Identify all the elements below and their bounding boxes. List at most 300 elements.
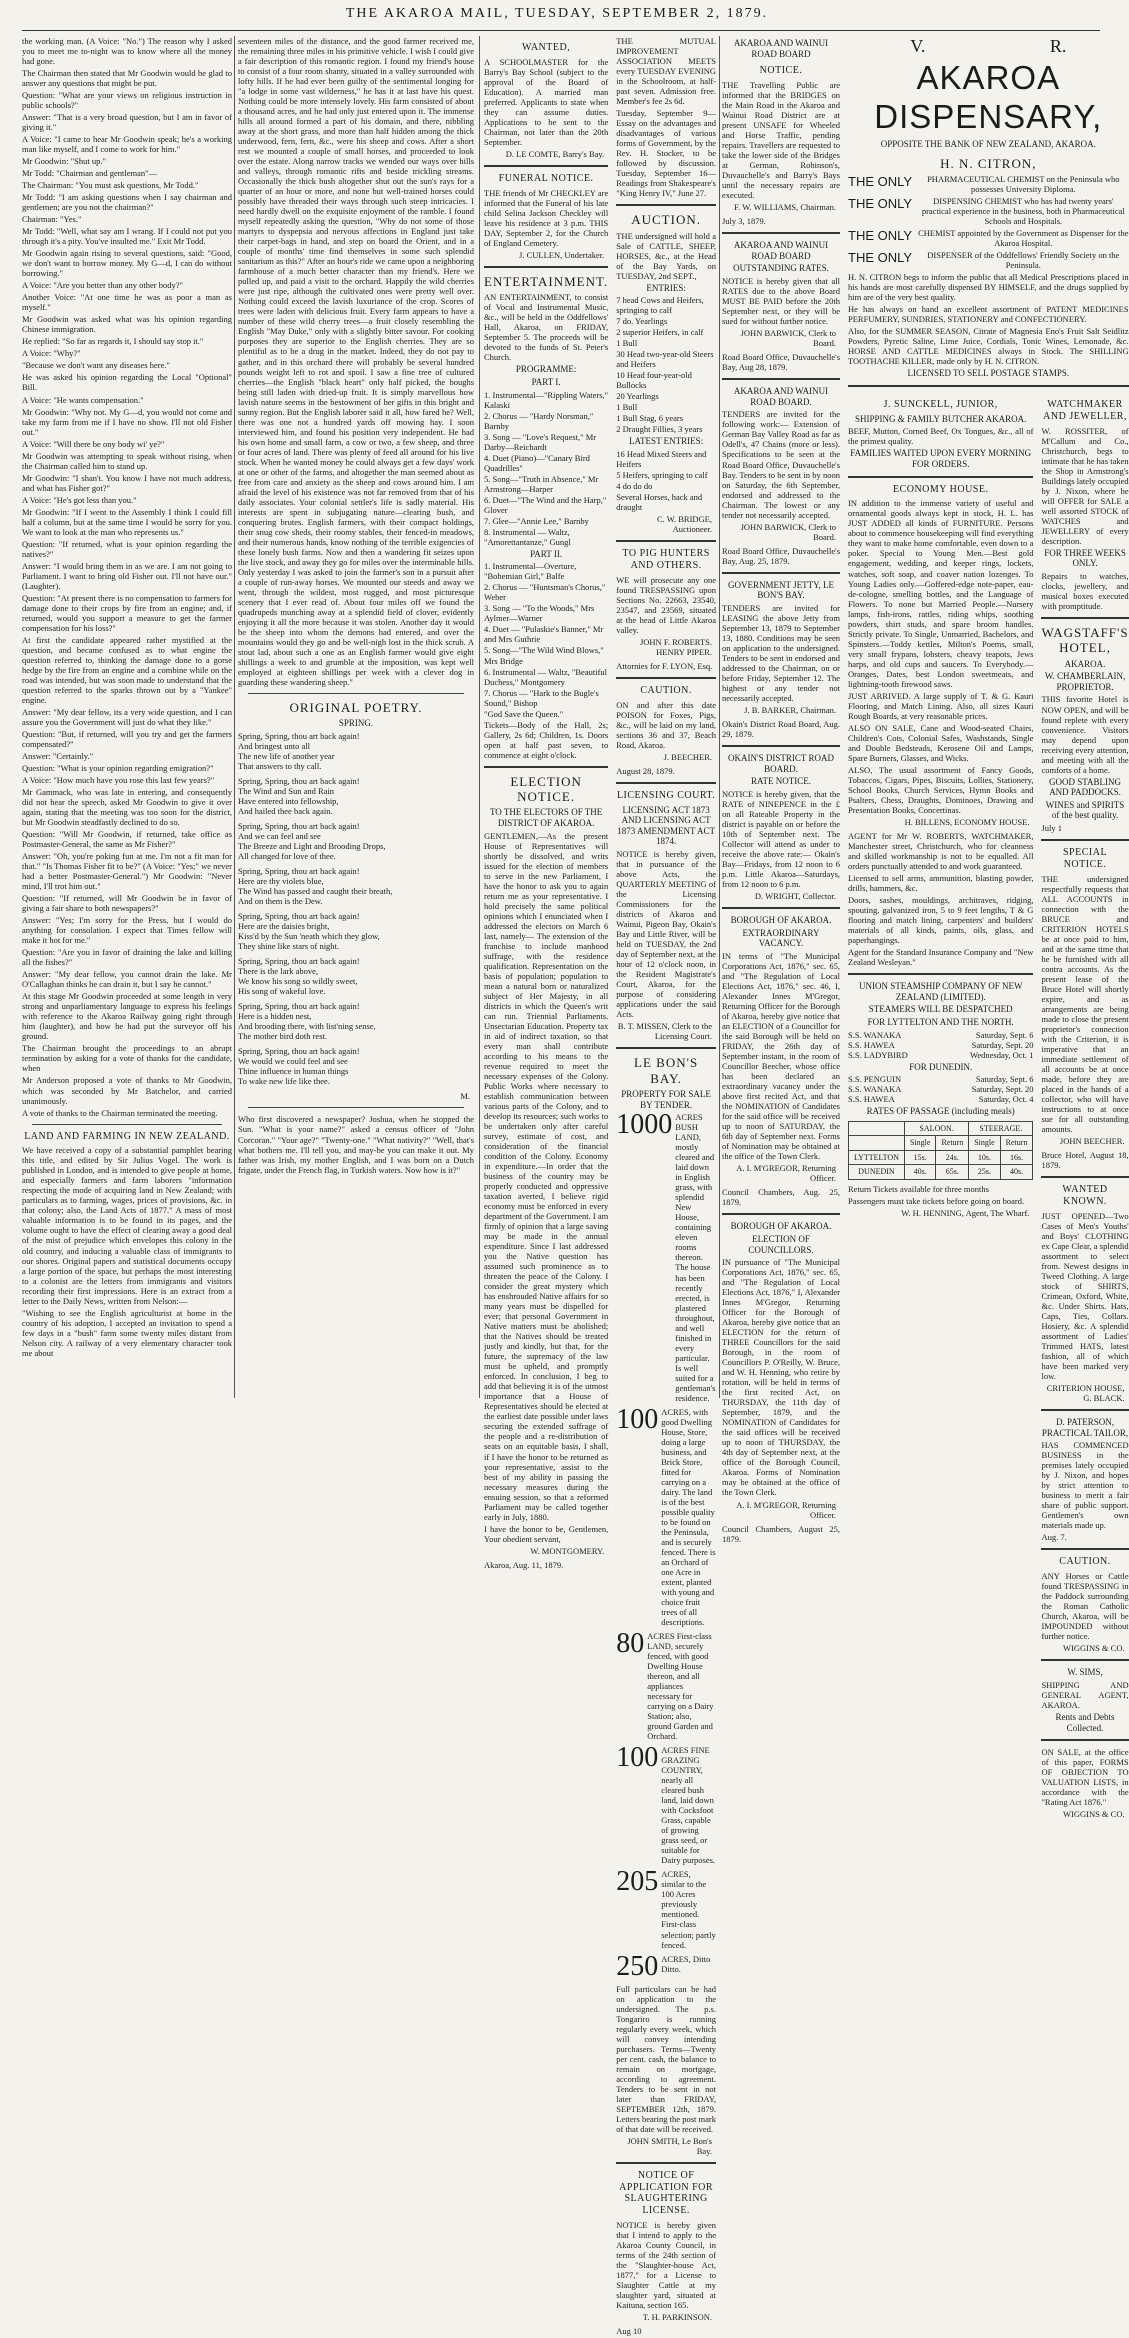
paragraph: "Because we don't want any diseases here." bbox=[22, 360, 170, 371]
sailing-row bbox=[848, 1074, 1033, 1084]
paragraph: Question: "What are your views on religious instruction in public schools?" bbox=[22, 90, 232, 111]
poem-line: We would we could feel and see bbox=[238, 1056, 348, 1067]
paragraph: the working man. (A Voice: "No.") The reason why I asked you to meet me to-night was to know where all the money had gone. bbox=[22, 36, 232, 67]
entry-item: 4 do do do bbox=[616, 481, 653, 492]
le-bons-bay-heading: LE BON'S BAY. bbox=[634, 1055, 699, 1086]
rates-cell: 65s. bbox=[936, 1165, 969, 1179]
dunedin-heading: FOR DUNEDIN. bbox=[909, 1061, 973, 1072]
rates-cell: LYTTELTON bbox=[849, 1150, 905, 1164]
property-lot bbox=[616, 1628, 716, 1742]
entry-item: 20 Yearlings bbox=[616, 391, 659, 402]
column-4 bbox=[722, 36, 1129, 1820]
paragraph: The Chairman then stated that Mr Goodwin would be glad to answer any questions that might be put. bbox=[22, 68, 232, 89]
only-label: THE ONLY bbox=[848, 174, 913, 190]
rates-cell: 40s. bbox=[904, 1165, 935, 1179]
road-board-signature: F. W. WILLIAMS, Chairman. bbox=[734, 202, 836, 213]
poem-line: The Wind has passed and caught their breath, bbox=[238, 886, 393, 897]
poem-line: Here are thy violets blue, bbox=[238, 876, 324, 887]
rates-subheader-cell: Single bbox=[969, 1136, 1000, 1150]
divider bbox=[616, 782, 716, 784]
programme-part-2: PART II. bbox=[530, 548, 563, 559]
royal-cipher bbox=[848, 36, 1129, 57]
paragraph: A Voice: "He wants compensation." bbox=[22, 394, 144, 405]
paragraph: A Voice: "I came to hear Mr Goodwin speak; he's a working man like myself, and I come to work for him." bbox=[22, 134, 232, 155]
masthead: THE AKAROA MAIL, TUESDAY, SEPTEMBER 2, 1879. bbox=[345, 6, 769, 21]
rates-header-row bbox=[849, 1121, 1033, 1135]
rates-subheader-cell bbox=[849, 1136, 905, 1150]
property-lot bbox=[616, 1403, 716, 1628]
okain-heading: OKAIN'S DISTRICT ROAD BOARD. bbox=[728, 753, 834, 774]
only-text: PHARMACEUTICAL CHEMIST on the Peninsula who possesses University Diploma. bbox=[927, 174, 1120, 195]
rates-subheading: OUTSTANDING RATES. bbox=[733, 263, 829, 274]
paragraph: Another Voice: "At one time he was as poor a man as myself." bbox=[22, 292, 232, 313]
poem-line: His song of wakeful love. bbox=[238, 986, 326, 997]
caution-body: ON and after this date POISON for Foxes, Pigs, &c., will be laid on my land, sections 36 and 37, Beach Road, Akaroa. bbox=[616, 699, 716, 750]
meeting-report bbox=[22, 36, 232, 1118]
farm-letter-article bbox=[238, 36, 474, 687]
poem-signature: M. bbox=[460, 1091, 470, 1102]
lyttelton-sailings bbox=[848, 1030, 1033, 1060]
land-farming-article bbox=[22, 1145, 232, 1357]
jetty-date: Okain's District Road Board, Aug. 29, 1879. bbox=[722, 719, 840, 740]
divider bbox=[1041, 839, 1128, 841]
poem-stanza bbox=[238, 911, 474, 951]
divider bbox=[848, 385, 1129, 387]
only-claim bbox=[848, 196, 1129, 226]
rates-caption: RATES OF PASSAGE (including meals) bbox=[866, 1106, 1015, 1117]
divider bbox=[484, 266, 608, 268]
entry-item: 10 Head four-year-old Bullocks bbox=[616, 370, 692, 391]
paragraph: "Wishing to see the English agriculturist at home in the country of his adoption, I accepted an invitation to spend a few days in a "bush" farm some twenty miles distant from Nelson city. A railway of a very elementary character took me about bbox=[22, 1307, 232, 1358]
forms-signature: WIGGINS & CO. bbox=[1062, 1809, 1125, 1820]
jetty-body: TENDERS are invited for LEASING the above Jetty from September 13, 1879 to September 13, 1880. Conditions may be seen on application to the undersigned. Tenders to be sent in endorsed and addressed to the Chairman, on or before Friday, September 12. The highest or any tender not necessarily accepted. bbox=[722, 602, 840, 704]
tailor-heading: D. PATERSON, PRACTICAL TAILOR, bbox=[1041, 1417, 1129, 1438]
auction-body: THE undersigned will hold a Sale of CATTLE, SHEEP, HORSES, &c., at the Head of the Bay Yards, on TUESDAY, 2nd SEPT., bbox=[616, 230, 716, 281]
wanted-body: A SCHOOLMASTER for the Barry's Bay School (subject to the approval of the Board of Education). A married man preferred. Applicants to state when they can assume duties. Applications to be sent to the Chairman, not later than the 20th September. bbox=[484, 56, 609, 147]
also-assortment: ALSO, The usual assortment of Fancy Goods, Tobaccos, Cigars, Pipes, Biscuits, Lollies, Stationery, School Books, Church Services, Hymn Books and Psalters, Chess, Draughts, Dominoes, Drawing and Presentation Books, Concertinas. bbox=[848, 764, 1034, 815]
paragraph: Mr Goodwin: "Shut up." bbox=[22, 156, 106, 167]
hotel-proprietor: W. CHAMBERLAIN, PROPRIETOR. bbox=[1044, 671, 1126, 692]
programme-item: 1. Instrumental—"Rippling Waters," Kalaski bbox=[484, 389, 609, 410]
jetty-signature: J. B. BARKER, Chairman. bbox=[744, 705, 836, 716]
property-lot bbox=[616, 1950, 716, 1982]
lot-acreage: 1000 bbox=[616, 1109, 673, 1141]
licensing-signature: B. T. MISSEN, Clerk to the Licensing Court. bbox=[617, 1021, 712, 1042]
cipher-r: R. bbox=[1049, 36, 1067, 56]
caution-2-body: ANY Horses or Cattle found TRESPASSING in the Paddock surrounding the Roman Catholic Church, Akaroa, will be IMPOUNDED without further notice. bbox=[1041, 1571, 1129, 1642]
lot-description: ACRES, with good Dwelling House, Store, doing a large business, and Brick Store, fitted for carrying on a dairy. The land is of the best possible quality to be found on the Peninsula, and is securely fenced. There is an Orchard of one Acre in extent, planted with young and choice fruit trees of all descriptions. bbox=[661, 1406, 716, 1628]
sailing-row bbox=[848, 1040, 1033, 1050]
divider bbox=[848, 476, 1033, 478]
divider bbox=[616, 677, 716, 679]
poem-line: Kiss'd by the Sun 'neath which they glow, bbox=[238, 931, 380, 942]
poem-line: Here is a hidden nest, bbox=[238, 1011, 312, 1022]
poem-line: The mother bird doth rest. bbox=[238, 1031, 327, 1042]
chemist-name: H. N. CITRON, bbox=[940, 155, 1037, 171]
poem-line: And brooding there, with list'ning sense, bbox=[238, 1021, 376, 1032]
poem-stanza bbox=[238, 776, 474, 816]
arms-license: Licensed to sell arms, ammunition, blasting powder, drills, hammers, &c. bbox=[848, 872, 1034, 893]
road-board-date: July 3, 1879. bbox=[722, 216, 766, 227]
special-notice-heading: SPECIAL NOTICE. bbox=[1063, 847, 1108, 870]
rates-subheader-cell: Return bbox=[936, 1136, 969, 1150]
poem-line: The Breeze and Light and Brooding Drops, bbox=[238, 841, 386, 852]
okain-signature: D. WRIGHT, Collector. bbox=[754, 891, 836, 902]
wanted-known-heading: WANTED KNOWN. bbox=[1062, 1184, 1108, 1207]
sailing-date: Saturday, Sept. 6 bbox=[975, 1029, 1034, 1040]
paragraph: Mr Todd: "Chairman and gentleman"— bbox=[22, 168, 158, 179]
lot-description: ACRES FINE GRAZING COUNTRY, nearly all cleared bush land, laid down with Cocksfoot Grass, capable of growing grass seed, or suitable for Dairy purposes. bbox=[661, 1745, 716, 1866]
paragraph: A Voice: "Are you better than any other body?" bbox=[22, 280, 184, 291]
divider bbox=[722, 378, 840, 380]
paragraph: We have received a copy of a substantial pamphlet bearing this title, and edited by Sir Julius Vogel. The work is published in London, and is intended to give people at home, and especially farmers and farm laborers "information respecting the mode of acquiring land in New Zealand; with particulars as to farming, wages, prices of provisions, &c. in that colony; also, the Land Acts of 1877." A mass of most valuable information is to be found in its pages, and the volume ought to have the effect of clearing away a good deal of the mist of prejudice which envelopes this colony in the old country, and inducing a valuable class of immigrants to our shores. Original papers and statistical documents occupy a large portion of the space, but perhaps the most interesting to a colonist are the letters from immigrants and visitors recording their first impressions. Here is an extract from a letter to the Daily News, written from Nelson:— bbox=[22, 1145, 232, 1306]
entry-item: 7 head Cows and Heifers, springing to calf bbox=[616, 295, 704, 316]
tailor-body: HAS COMMENCED BUSINESS in the premises lately occupied by J. Nixon, and hopes by strict attention to business to merit a fair share of public support. Gentlemen's own materials made up. bbox=[1041, 1440, 1129, 1531]
hotel-heading: WAGSTAFF'S HOTEL, bbox=[1041, 625, 1129, 656]
only-claim bbox=[848, 250, 1129, 270]
sailing-date: Saturday, Oct. 4 bbox=[978, 1094, 1034, 1105]
caution-signature: J. BEECHER. bbox=[663, 751, 712, 762]
poem-title: SPRING. bbox=[338, 718, 374, 729]
pig-hunters-signature: JOHN F. ROBERTS. HENRY PIPER. bbox=[639, 636, 712, 657]
hotel-body: THIS favorite Hotel is NOW OPEN, and will be found replete with every convenience. Visitors may depend upon receiving every attention, and meeting with all the comforts of a home. bbox=[1041, 694, 1129, 775]
ship-name: S.S. HAWEA bbox=[848, 1039, 895, 1050]
building-materials: Doors, sashes, mouldings, architraves, ridging, spouting, galvanized iron, 5 to 9 feet lengths, T & G flooring and match lining, carpenters' and builders' materials of all kinds, paints, oils, glass, and paperhangings. bbox=[848, 894, 1034, 946]
column-3a bbox=[484, 36, 608, 2338]
property-lots bbox=[616, 1109, 716, 1982]
poem-line: Spring, Spring, thou art back again! bbox=[238, 821, 360, 832]
paragraph: He replied: "So far as regards it, I should say stop it." bbox=[22, 336, 204, 347]
poem-line: Spring, Spring, thou art back again! bbox=[238, 911, 360, 922]
election-date: Akaroa, Aug. 11, 1879. bbox=[484, 1559, 564, 1570]
licensing-body: NOTICE is hereby given, that in pursuance of the above Acts, the QUARTERLY MEETING of the Licensing Commissioners for the districts of Akaroa and Wainui, Pigeon Bay, Okain's Bay and Little River, will be held on TUESDAY, the 2nd day of September next, at the hour of 12 o'clock noon, in the Resident Magistrate's Court, Akaroa, for the purpose of considering applications under the said Acts. bbox=[616, 849, 716, 1020]
paragraph: The Chairman brought the proceedings to an abrupt termination by asking for a vote of thanks for the candidate, when bbox=[22, 1043, 232, 1074]
column-1 bbox=[22, 36, 232, 1398]
divider bbox=[1041, 1176, 1128, 1178]
watchmaker-body: W. ROSSITER, of M'Callum and Co., Christchurch, begs to intimate that he has taken the Shop in Armstrong's Buildings lately occupied by J. Nixon, where he will OFFER for SALE a well assorted STOCK of WATCHES and JEWELLERY of every description. bbox=[1041, 425, 1129, 546]
paragraph: Mr Todd: "I am asking questions when I say chairman and gentlemen; are you not the chairman?" bbox=[22, 192, 232, 213]
passage-rates-table bbox=[848, 1121, 1033, 1180]
dunedin-sailings bbox=[848, 1074, 1033, 1104]
forms-notice: ON SALE, at the office of this paper, FORMS OF OBJECTION TO VALUATION LISTS, in accordance with the "Rating Act 1876." bbox=[1041, 1747, 1129, 1808]
paragraph: At this stage Mr Goodwin proceeded at some length in very strong and unparliamentary language to express his feelings with reference to the Akaroa Railway going right through him (laughter), and how he had put the surveyor off his ground. bbox=[22, 991, 232, 1042]
poem-line: And hailed thee back again. bbox=[238, 806, 333, 817]
poem-line: Spring, Spring, thou art back again! bbox=[238, 956, 360, 967]
property-lot bbox=[616, 1742, 716, 1866]
column-rule bbox=[719, 36, 720, 1398]
entry-item: 5 Heifers, springing to calf bbox=[616, 470, 708, 481]
divider bbox=[248, 693, 464, 694]
sailing-row bbox=[848, 1050, 1033, 1060]
entries-heading: ENTRIES: bbox=[646, 282, 686, 293]
rates-cell: 10s. bbox=[969, 1150, 1000, 1164]
rates-heading: AKAROA AND WAINUI ROAD BOARD bbox=[733, 240, 829, 261]
rates-address: Road Board Office, Duvauchelle's Bay, Aug 28, 1879. bbox=[722, 352, 840, 373]
dispensary-para-2: He has always on hand an excellent assortment of PATENT MEDICINES PERFUMERY, SUNDRIES, STATIONERY and CONFECTIONERY. bbox=[848, 304, 1129, 325]
councillors-heading: ELECTION OF COUNCILLORS. bbox=[748, 1233, 814, 1255]
programme-list-2 bbox=[484, 561, 608, 718]
poem-line: The Wind and Sun and Rain bbox=[238, 786, 335, 797]
entry-item: 7 do. Yearlings bbox=[616, 316, 668, 327]
insurance-agent: Agent for the Standard Insurance Company and "New Zealand Wesleyan." bbox=[848, 947, 1034, 968]
lot-acreage: 100 bbox=[616, 1403, 659, 1435]
vacancy-body: IN terms of "The Municipal Corporations Act, 1876," sec. 65, and "The Regulation of Local Elections Act, 1876," sec. 46, I, Alexander Innes M'Gregor, Returning Officer for the Borough of Akaroa, hereby give notice that an ELECTION of a Councillor for the said Borough will be held on FRIDAY, the 26th day of September instant, in the room of Councillor Beecher, whose office has been declared an extraordinary vacancy under the above first recited Act, and that the NOMINATION of Candidates for the said office will be received up to noon of SATURDAY, the 6th day of September next. Forms of Nomination may be obtained at the office of the Town Clerk. bbox=[722, 950, 840, 1162]
paragraph: Answer: "My dear fellow, its a very wide question, and I can assure you the Government will just do what they like." bbox=[22, 706, 232, 727]
poem-stanza bbox=[238, 1001, 474, 1041]
paragraph: Mr Goodwin again rising to several questions, said: "Good, we don't want to borrow money. My G—d, I can do without borrowing." bbox=[22, 248, 232, 279]
paragraph: Mr Goodwin: "I shan't. You know I have not much address, and what has Fisher got?" bbox=[22, 472, 232, 493]
rates-row bbox=[849, 1165, 1033, 1179]
wanted-signature: D. LE COMTE, Barry's Bay. bbox=[505, 148, 605, 159]
vacancy-date: Council Chambers, Aug. 25, 1879. bbox=[722, 1187, 840, 1208]
ship-name: S.S. LADYBIRD bbox=[848, 1049, 908, 1060]
cipher-v: V. bbox=[910, 36, 926, 56]
just-arrived: JUST ARRIVED. A large supply of T. & G. Kauri Flooring, and Match Lining. Also, all sizes Kauri Rough Boards, at very reasonable prices. bbox=[848, 690, 1034, 721]
rates-cell: 16s. bbox=[1000, 1150, 1033, 1164]
paragraph: Mr Goodwin was asked what was his opinion regarding Chinese immigration. bbox=[22, 314, 232, 335]
paragraph: Answer: "Oh, you're poking fun at me. I'm not a fit man for that." "Is Thomas Fisher fit to be?" (A Voice: "Yes;" we never had a better Postmaster-General.") Mr Goodwin: "Never mind, I'll trot him out." bbox=[22, 851, 232, 892]
economy-heading: ECONOMY HOUSE. bbox=[892, 483, 989, 495]
paragraph: Answer: "I would bring them in as we are. I am not going to Parliament. I want to bring old Fisher out. I'll not have our." (Laughter). bbox=[22, 560, 232, 591]
divider bbox=[1041, 1739, 1128, 1741]
vacancy-heading: EXTRAORDINARY VACANCY. bbox=[742, 927, 820, 949]
entry-item: Several Horses, hack and draught bbox=[616, 492, 703, 513]
paragraph: A Voice: "He's got less than you." bbox=[22, 494, 137, 505]
rates-subheader-cell: Single bbox=[904, 1136, 935, 1150]
sims-body: SHIPPING AND GENERAL AGENT, AKAROA. bbox=[1041, 1679, 1129, 1710]
paragraph: He was asked his opinion regarding the Local "Optional" Bill. bbox=[22, 372, 232, 393]
latest-entries-list bbox=[616, 449, 716, 512]
steamship-heading: UNION STEAMSHIP COMPANY OF NEW ZEALAND (LIMITED). bbox=[858, 981, 1023, 1002]
paragraph: Mr Gammack, who was late in entering, and consequently did not hear the speech, asked Mr Goodwin to give it over again, stating that the meeting was too soon for the district, but Mr Goodwin steadfastly declined to do so. bbox=[22, 787, 232, 828]
election-subheading: TO THE ELECTORS OF THE DISTRICT OF AKAROA. bbox=[489, 807, 603, 828]
rates-cell: 40s. bbox=[1000, 1165, 1033, 1179]
programme-item: 5. Song—"Truth in Absence," Mr Armstrong—Harper bbox=[484, 473, 599, 494]
economy-signature: H. BILLENS, ECONOMY HOUSE. bbox=[904, 816, 1030, 827]
paragraph: Mr Todd: "Well, what say am I wrang. If I could not put you through it's a pity. You've insulted me." Exit Mr Todd. bbox=[22, 226, 232, 247]
lyttelton-heading: FOR LYTTELTON AND THE NORTH. bbox=[867, 1016, 1014, 1027]
rates-cell: 25s. bbox=[969, 1165, 1000, 1179]
sailing-row bbox=[848, 1030, 1033, 1040]
divider bbox=[616, 1047, 716, 1049]
entry-item: 1 Bull Stag, 6 years bbox=[616, 413, 684, 424]
paragraph: Question: "But, if returned, will you try and get the farmers compensated?" bbox=[22, 728, 232, 749]
families-notice: FAMILIES WAITED UPON EVERY MORNING FOR ORDERS. bbox=[850, 448, 1032, 469]
ship-name: S.S. WANAKA bbox=[848, 1029, 902, 1040]
councillors-signature: A. I. M'GREGOR, Returning Officer. bbox=[736, 1499, 836, 1520]
sailing-date: Saturday, Sept. 20 bbox=[971, 1084, 1034, 1095]
entry-item: 16 Head Mixed Steers and Heifers bbox=[616, 449, 707, 470]
steamship-subheading: STEAMERS WILL BE DESPATCHED bbox=[868, 1004, 1013, 1015]
poem-line: The new life of another year bbox=[238, 750, 335, 761]
only-label: THE ONLY bbox=[848, 196, 913, 212]
right-block bbox=[848, 36, 1129, 1823]
entry-item: 30 Head two-year-old Steers and Heifers bbox=[616, 349, 714, 370]
programme-item: 5. Song—"The Wild Wind Blows," Mrs Bridge bbox=[484, 645, 604, 666]
only-label: THE ONLY bbox=[848, 250, 913, 266]
tailor-date: Aug. 7. bbox=[1041, 1532, 1067, 1543]
divider bbox=[616, 204, 716, 206]
paragraph: At first the candidate appeared rather mystified at the question, and became confused as to what engine the question referred to, thinking the damage done to a gorse hedge by the fire from an engine and a combine while on the road was intended, but was soon made to understand that the question referred to the sparks thrown out by a "Yankee" engine. bbox=[22, 634, 232, 705]
programme-item: 1. Instrumental—Overture, "Bohemian Girl," Balfe bbox=[484, 561, 577, 582]
paragraph: Mr Anderson proposed a vote of thanks to Mr Goodwin, which was seconded by Mr Batchelor, and carried unanimously. bbox=[22, 1075, 232, 1106]
hotel-date: July 1 bbox=[1041, 823, 1062, 834]
divider bbox=[248, 1107, 464, 1108]
hotel-location: AKAROA. bbox=[1064, 658, 1106, 669]
column-rule bbox=[234, 36, 235, 1398]
watchmaker-heading: WATCHMAKER AND JEWELLER, bbox=[1043, 398, 1127, 422]
programme-item: 2. Chorus — "Huntsman's Chorus," Weber bbox=[484, 582, 606, 603]
rates-header-saloon: SALOON. bbox=[904, 1121, 968, 1135]
paragraph: Question: "Are you in favor of draining the lake and killing all the fishes?" bbox=[22, 947, 232, 968]
poem-line: Spring, Spring, thou art back again! bbox=[238, 776, 360, 787]
also-on-sale: ALSO ON SALE, Cane and Wood-seated Chairs, Children's Cots, Colonial Safes, Washstands, Single and Double Bedsteads, Kerosene Oil and Lamps, Spare Burners, Glasses, and Wicks. bbox=[848, 722, 1034, 763]
column-7 bbox=[848, 393, 1033, 1823]
ship-name: S.S. PENGUIN bbox=[848, 1074, 902, 1085]
funeral-body: THE friends of Mr CHECKLEY are informed that the Funeral of his late child Selina Jackson Checkley will leave his residence at 3 p.m. THIS DAY, September 2, for the Church of England Cemetery. bbox=[484, 187, 609, 248]
programme-item: 6. Instrumental — Waltz, "Beautiful Duchess," Montgomery bbox=[484, 666, 608, 687]
divider bbox=[616, 540, 716, 542]
property-lot bbox=[616, 1109, 716, 1403]
ship-name: S.S. WANAKA bbox=[848, 1084, 902, 1095]
election-heading: ELECTION NOTICE. bbox=[510, 773, 582, 804]
sailing-row bbox=[848, 1084, 1033, 1094]
entry-item: 1 Bull bbox=[616, 402, 638, 413]
auction-signature: C. W. BRIDGE, Auctioneer. bbox=[656, 514, 712, 535]
economy-body: IN addition to the immense variety of useful and ornamental goods always kept in stock, H. L. has JUST ADDED all kinds of FURNITURE. Persons about to commence housekeeping will find everything they want to make home comfortable, even down to a poker. Special to Young Men.—Best gold engagement, wedding, and keeper rings, lockets, watches, soft soap, and coaver nation lozenges. To Young Ladies only.—Goffered-edge note-paper, eau-de-cologne, smelling bottles, and the Language of Flowers. To none but Married People.—Nursery lamps, fish-irons, rattles, riding whips, soothing powders, shirt studs, and spare broom handles. Strictly private. To Single, Unmarried, Bachelors, and Spinsters.—Toddy kettles, Milton's Poems, small, very small frypans, lobsters, cheavy teapots, Jews harps, and old cups and saucers. To Everybody.—Oranges, Dates, best London sweetmeats, and lightning-tooth firewood saws. bbox=[848, 498, 1034, 689]
lot-acreage: 100 bbox=[616, 1742, 659, 1774]
only-claim bbox=[848, 174, 1129, 194]
poem-line: All changed for love of thee. bbox=[238, 851, 336, 862]
only-text: DISPENSER of the Oddfellows' Friendly Society on the Peninsula. bbox=[927, 250, 1120, 271]
poem-line: And we can feel and see bbox=[238, 831, 321, 842]
slaughter-body: NOTICE is hereby given that I intend to apply to the Akaroa County Council, in terms of the 24th section of the "Slaughter-house Act, 1877," for a License to Slaughter Cattle at my slaughter yard, situated at Kaituna, section 165. bbox=[616, 2219, 716, 2311]
steamship-signature: W. H. HENNING, Agent, The Wharf. bbox=[901, 1207, 1030, 1218]
paragraph: Question: "If returned, will Mr Goodwin be in favor of giving a fair share to both newspapers?" bbox=[22, 893, 232, 914]
poem-line: Thine influence in human things bbox=[238, 1066, 349, 1077]
sims-heading: W. SIMS, bbox=[1067, 1667, 1103, 1678]
election-signature: W. MONTGOMERY. bbox=[530, 1545, 605, 1556]
paragraph: Answer: "Certainly." bbox=[22, 751, 94, 762]
programme-list-1 bbox=[484, 390, 608, 547]
divider bbox=[722, 907, 840, 909]
stabling-notice: GOOD STABLING AND PADDOCKS. bbox=[1049, 776, 1122, 798]
paragraph: Question: "What is your opinion regarding emigration?" bbox=[22, 763, 214, 774]
poem-line: And bringest unto all bbox=[238, 740, 311, 751]
election-body: GENTLEMEN,—As the present House of Representatives will shortly be dissolved, and writs issued for the election of members to serve in the new Parliament, I have the honor to ask you to again return me as your representative. I hold precisely the same political opinions which I enunciated when I addressed the electors on March 6 last, namely— The extension of the franchise to include manhood suffrage, with the residence qualification. Representation on the basis of population; population to mean a natural born or naturalized subject of Her Majesty, in all districts in which the Queen's writ can run. Triennial Parliaments. Unsectarian Education. Property tax in aid of indirect taxation, so that every man shall contribute according to his means to the revenue required to meet the necessary expenses of the Colony. Public Works where necessary to establish communication between various parts of the Colony, and to develop its resources; such works to be undertaken only after careful survey, estimate of cost, and consideration of the financial condition of the Colony. Economy in expenditure.—In order that the business of the country may be properly conducted and oppressive taxation averted, I believe rigid economy must be enforced in every department of the Government. I am firmly of opinion that a large saving may be made in the annual expenditure. Since I last addressed you the Native question has assumed such prominence as to threaten the peace of the Colony. I consider the great mystery which has enshrouded Native affairs for so many years must be dispelled for ever; that personal Government in Native matters must be abolished; that the Natives should be treated justly and kindly, but that, for the future, the supremacy of the law must be upheld, and promptly enforced. In conclusion, I beg to add that believing it is of the utmost importance that a House of Representatives should be elected at the earliest date possible under laws securing the extended suffrage of the people and a re-distribution of seats on an equitable basis, I shall, if I have the honor to be returned as your representative, assist to the best of my ability in passing the necessary measures during the ensuing session, so that a reformed Parliament may be called together early in July, 1880. bbox=[484, 830, 609, 1522]
paragraph: Answer: "My dear fellow, you cannot drain the lake. Mr O'Callaghan thinks he can drain it, but I say he cannot." bbox=[22, 969, 232, 990]
only-claims bbox=[848, 174, 1129, 270]
paragraph: Answer: "That is a very broad question, but I am in favor of giving it." bbox=[22, 112, 232, 133]
dispensary-address: OPPOSITE THE BANK OF NEW ZEALAND, AKAROA. bbox=[880, 139, 1096, 150]
programme-item: 2. Chorus — "Hardy Norsman," Barnby bbox=[484, 410, 594, 431]
poem-line: That answers to thy call. bbox=[238, 761, 322, 771]
divider bbox=[722, 572, 840, 574]
paragraph: A Voice: "Why?" bbox=[22, 348, 81, 359]
paragraph: A vote of thanks to the Chairman terminated the meeting. bbox=[22, 1107, 218, 1118]
special-notice-body: THE undersigned respectfully requests that ALL ACCOUNTS in connection with the BRUCE and CRITERION HOTELS be at once paid to him, and at the same time that he be furnished with all contra accounts. As the present lease of the Bruce Hotel will shortly expire, and as arrangements are being made to close the present proprietor's connection with the Criterion, it is imperative that an immediate settlement of all accounts be at once made, before they are placed in the hands of a collector, who will have instructions to at once sue for all outstanding amounts. bbox=[1041, 873, 1129, 1135]
rates-subheader-cell: Return bbox=[1000, 1136, 1033, 1150]
return-tickets: Return Tickets available for three months bbox=[848, 1183, 989, 1194]
rates-header-steerage: STEERAGE. bbox=[969, 1121, 1033, 1135]
special-notice-signature: JOHN BEECHER. bbox=[1059, 1136, 1125, 1147]
divider bbox=[484, 165, 608, 167]
lot-acreage: 80 bbox=[616, 1628, 645, 1660]
watchmaker-agent: AGENT for Mr W. ROBERTS, WATCHMAKER, Manchester street, Christchurch, who for cleanness and skilled workmanship is not to be equalled. All orders punctually attended to and work guaranteed. bbox=[848, 830, 1034, 871]
rates-subheader-row bbox=[849, 1136, 1033, 1150]
paragraph: A Voice: "Will there be ony body wi' ye?" bbox=[22, 438, 165, 449]
entertainment-heading: ENTERTAINMENT. bbox=[484, 273, 609, 289]
poem-line: Spring, Spring, thou art back again! bbox=[238, 1001, 360, 1012]
funeral-heading: FUNERAL NOTICE. bbox=[498, 172, 594, 184]
election-closing: I have the honor to be, Gentlemen, Your obedient servant, bbox=[484, 1523, 609, 1544]
column-8 bbox=[1041, 393, 1128, 1823]
paragraph: Mr Goodwin was attempting to speak without rising, when the Chairman called him to stand up. bbox=[22, 450, 232, 471]
road-board-column bbox=[722, 36, 840, 1823]
latest-entries-heading: LATEST ENTRIES: bbox=[629, 436, 704, 447]
tender-address: Road Board Office, Duvauchelle's Bay, Aug. 25, 1879. bbox=[722, 545, 840, 566]
wanted-known-signature: CRITERION HOUSE, G. BLACK. bbox=[1046, 1382, 1125, 1403]
caution-date: August 28, 1879. bbox=[616, 765, 675, 776]
programme-item: 4. Duet — "Pulaskie's Banner," Mr and Mrs Guthrie bbox=[484, 624, 604, 645]
okain-subheading: RATE NOTICE. bbox=[751, 776, 811, 787]
sailing-date: Saturday, Sept. 20 bbox=[971, 1039, 1034, 1050]
slaughter-signature: T. H. PARKINSON. bbox=[642, 2312, 712, 2323]
licensing-subheading: LICENSING ACT 1873 AND LICENSING ACT 1873 AMENDMENT ACT 1874. bbox=[617, 804, 716, 847]
top-rule bbox=[22, 30, 1100, 31]
dispensary-para-3: Also, for the SUMMER SEASON, Citrate of Magnesia Eno's Fruit Salt Seidlitz Powders, Pyretic Saline, Lime Juice, Cordials, Tonic Wines, Lemonade, &c. HORSE AND CATTLE MEDICINES always in Stock. The SHILLING TOOTHACHE KILLER, made only by H. N. CITRON. bbox=[848, 326, 1129, 367]
column-rule bbox=[479, 36, 480, 1398]
column-3b bbox=[616, 36, 716, 2338]
poem-stanza bbox=[238, 866, 474, 906]
le-bons-bay-body: Full particulars can be had on application to the undersigned. The p.s. Tongariro is running regularly every week, which will convey intending purchasers. Terms—Twenty per cent. cash, the balance to remain on mortgage, according to agreement. Tenders to be sent in not later than FRIDAY, SEPTEMBER 12th, 1879. Letters bearing the post mark of that date will be received. bbox=[616, 1983, 716, 2134]
only-claim bbox=[848, 228, 1129, 248]
divider bbox=[848, 973, 1033, 975]
dispensary-para-1: H. N. CITRON begs to inform the public that all Medical Prescriptions placed in his hands are most carefully dispensed BY HIMSELF, and the drugs supplied by him are of the very best quality. bbox=[848, 272, 1129, 303]
divider bbox=[1041, 1548, 1128, 1550]
programme-item: 7. Glee—"Annie Lee," Barnby bbox=[484, 515, 589, 526]
paragraph: Question: "Will Mr Goodwin, if returned, take office as Postmaster-General, the same as Mr Fisher?" bbox=[22, 829, 232, 850]
entertainment-body: AN ENTERTAINMENT, to consist of Vocal and Instrumental Music, &c., will be held in the Oddfellows' Hall, Akaroa, on FRIDAY, September 5. The proceeds will be devoted to the funds of St. Peter's Church. bbox=[484, 292, 609, 363]
paragraph: Mr Goodwin: "Why not. My G—d, you would not come and take my farm from me if I have no show. I'll not old Fisher out." bbox=[22, 406, 232, 437]
councillors-body: IN pursuance of "The Municipal Corporations Act, 1876," sec. 65, and "The Regulation of Local Elections Act, 1876," I, Alexander Innes M'Gregor, Returning Officer for the Borough of Akaroa, hereby give notice that an ELECTION for the return of THREE Councillors for the said Borough, in the room of Councillors P. O'Reilly, W. Bruce, and W. H. Henning, who retire by rotation, will be held in terms of the first recited Act, on THURSDAY, the 11th day of September, 1879, and the NOMINATION of Candidates for the said offices will be received up to noon of THURSDAY, the 4th day of September next, at the office of the Borough Council, Akaroa. Forms of Nomination may be obtained at the office of the Town Clerk. bbox=[722, 1257, 840, 1498]
paragraph: The Chairman: "You must ask questions, Mr Todd." bbox=[22, 180, 199, 191]
rates-header-cell bbox=[849, 1121, 905, 1135]
licensing-heading: LICENSING COURT. bbox=[616, 789, 716, 801]
sailing-date: Wednesday, Oct. 1 bbox=[970, 1049, 1034, 1060]
jetty-heading: GOVERNMENT JETTY, LE BON'S BAY. bbox=[728, 579, 834, 601]
caution-2-signature: WIGGINS & CO. bbox=[1062, 1643, 1125, 1654]
sims-rents: Rents and Debts Collected. bbox=[1055, 1711, 1115, 1733]
poem bbox=[238, 731, 474, 1087]
poem-stanza bbox=[238, 1046, 474, 1086]
repairs-notice: Repairs to watches, clocks, jewellery, and musical boxes executed with promptitude. bbox=[1041, 570, 1129, 611]
programme-item: 7. Chorus — "Hark to the Bugle's Sound," Bishop bbox=[484, 687, 599, 708]
paragraph: Chairman: "Yes." bbox=[22, 214, 82, 225]
ship-name: S.S. HAWEA bbox=[848, 1094, 895, 1105]
joke-paragraph: Who first discovered a newspaper? Joshua, when he stopped the Sun. "What is your name?" asked a census officer of "John Corcoran." "Your age?" "Twenty-one." "What nativity?" "Well, that's what bothers me. I'll tell you, and may-be you can make it out. My father was Irish, my mother English, and I was born on a Dutch frigate, under the French flag, in Turkish waters. Now how is it?" bbox=[238, 1114, 474, 1175]
councillors-date: Council Chambers, August 25, 1879. bbox=[722, 1523, 840, 1544]
sunckell-body: BEEF, Mutton, Corned Beef, Ox Tongues, &c., all of the primest quality. bbox=[848, 426, 1034, 447]
tickets-info: Tickets—Body of the Hall, 2s; Gallery, 2s 6d; Children, 1s. Doors open at half past seven, to commence at eight o'clock. bbox=[484, 719, 609, 760]
le-bons-bay-signature: JOHN SMITH, Le Bon's Bay. bbox=[627, 2135, 712, 2156]
pig-hunters-body: WE will prosecute any one found TRESPASSING upon Sections No. 22663, 23540, 23547, and 23569, situated at the head of Little Akaroa valley. bbox=[616, 574, 716, 635]
poem-line: There is the lark above, bbox=[238, 966, 319, 977]
funeral-signature: J. CULLEN, Undertaker. bbox=[519, 249, 605, 260]
lot-acreage: 205 bbox=[616, 1866, 659, 1898]
programme-item: 3. Song — "To the Woods," Mrs Aylmer—Warner bbox=[484, 603, 595, 624]
programme-item: "God Save the Queen." bbox=[484, 708, 564, 719]
